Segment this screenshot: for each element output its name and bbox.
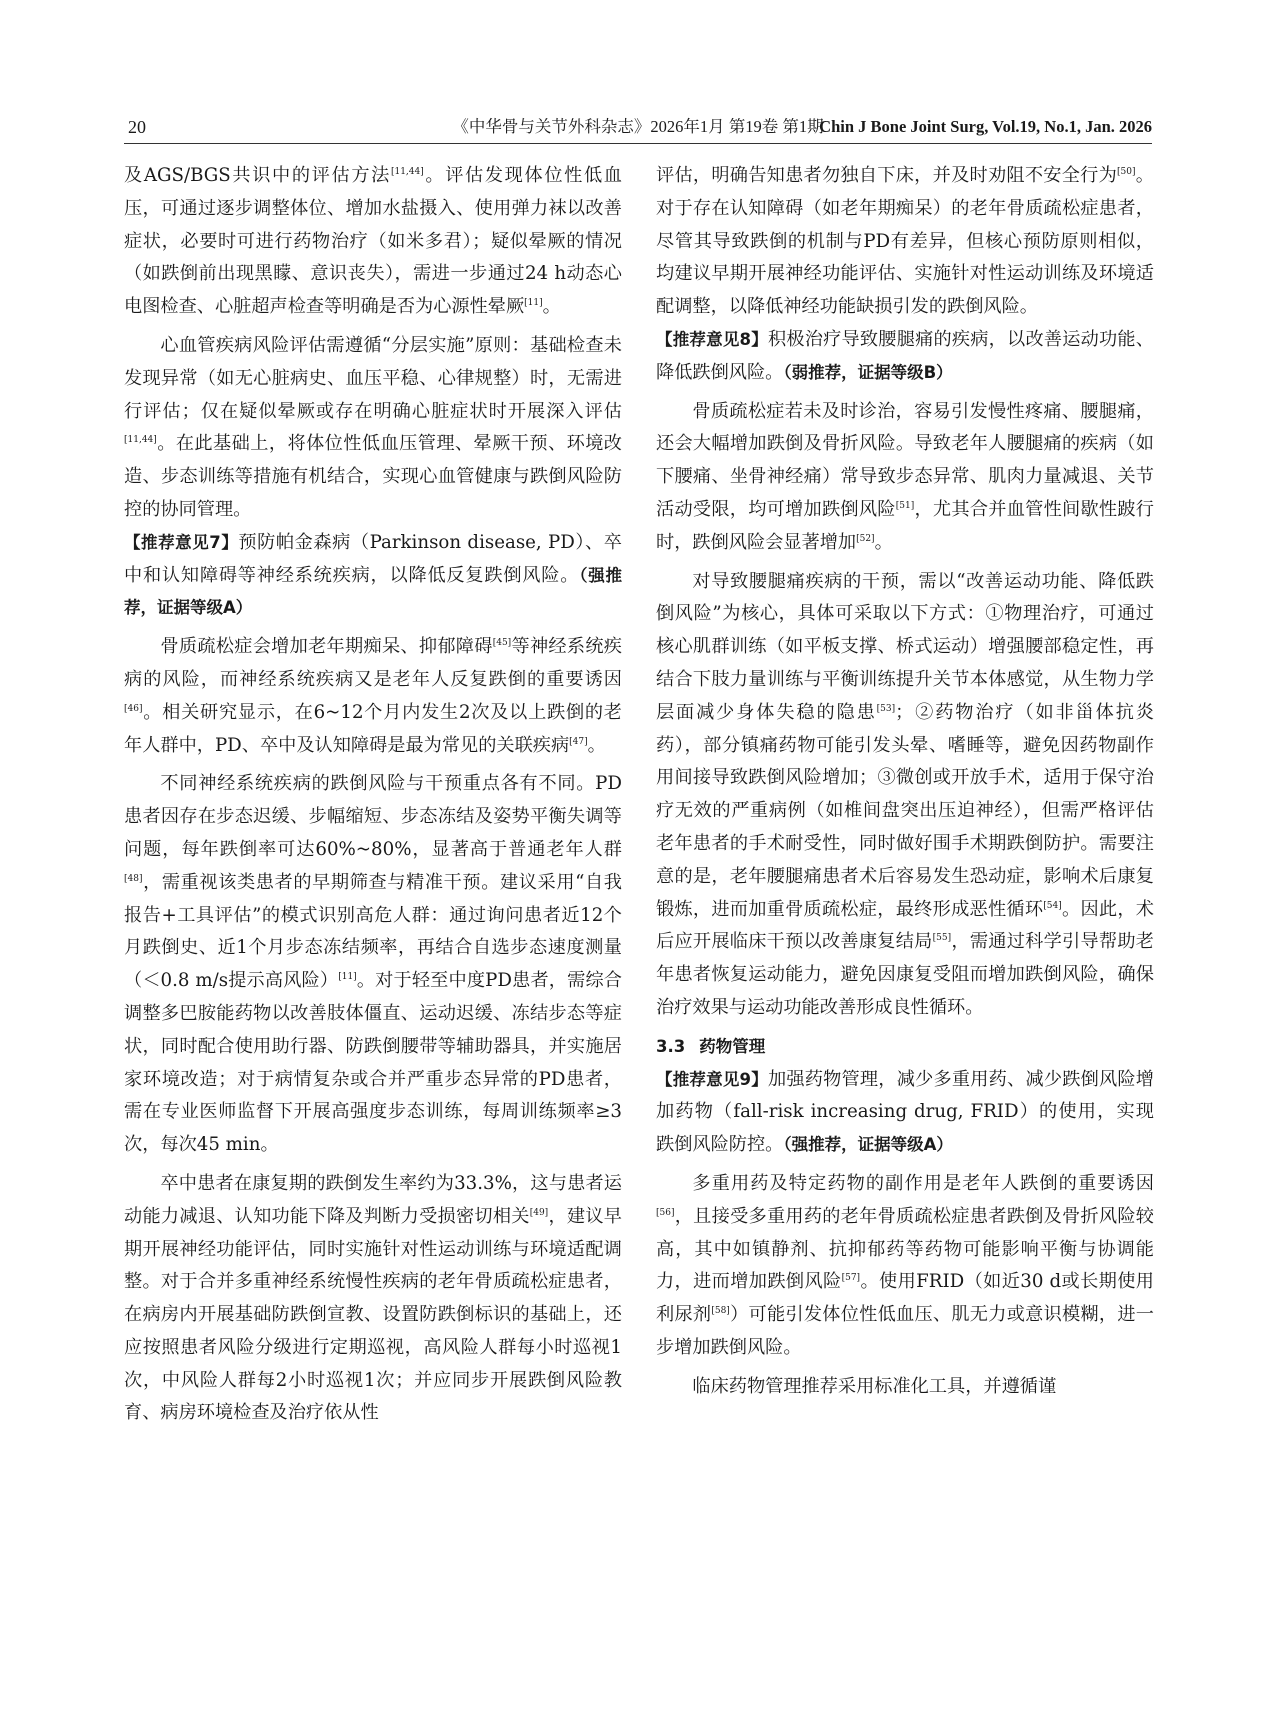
text: 。因此，术后应开展临床干预以改善康复结局 bbox=[656, 898, 1154, 953]
paragraph-polypharmacy bbox=[656, 1168, 1154, 1365]
text: 骨质疏松症会增加老年期痴呆、抑郁障碍 bbox=[160, 636, 493, 658]
text: ，需重视该类患者的早期筛查与精准干预。建议采用“自我报告+工具评估”的模式识别高危人群：通过询问患者近12个月跌倒史、近1个月步态冻结频率，再结合自选步态速度测量（＜0.8 m/s提示高风险） bbox=[124, 871, 622, 992]
right-column bbox=[656, 160, 1154, 1403]
text: 。对于存在认知障碍（如老年期痴呆）的老年骨质疏松症患者，尽管其导致跌倒的机制与PD有差异，但核心预防原则相似，均建议早期开展神经功能评估、实施针对性运动训练及环境适配调整，以降低神经功能缺损引发的跌倒风险。 bbox=[656, 165, 1154, 318]
citation: [47] bbox=[569, 736, 588, 747]
citation: [54] bbox=[1043, 900, 1062, 911]
paragraph-drug-tools bbox=[656, 1371, 1154, 1404]
journal-title-cn: 《中华骨与关节外科杂志》2026年1月 第19卷 第1期 bbox=[452, 117, 824, 136]
paragraph-back-pain bbox=[656, 396, 1154, 560]
citation: [45] bbox=[492, 638, 512, 649]
citation: [50] bbox=[1117, 167, 1136, 177]
text: ，尤其合并血管性间歇性跛行时，跌倒风险会显著增加 bbox=[656, 498, 1154, 553]
text: 卒中患者在康复期的跌倒发生率约为33.3%，这与患者运动能力减退、认知功能下降及判断力受损密切相关 bbox=[124, 1172, 622, 1227]
citation: [11,44] bbox=[124, 435, 157, 446]
text: ；②药物治疗（如非甾体抗炎药），部分镇痛药物可能引发头晕、嗜睡等，避免因药物副作用间接导致跌倒风险增加；③微创或开放手术，适用于保守治疗无效的严重病例（如椎间盘突出压迫神经），但需严格评估老年患者的手术耐受性，同时做好围手术期跌倒防护。需要注意的是，老年腰腿痛患者术后容易发生恐动症，影响术后康复锻炼，进而加重骨质疏松症，最终形成恶性循环 bbox=[656, 701, 1154, 920]
text: 等神经系统疾病的风险，而神经系统疾病又是老年人反复跌倒的重要诱因 bbox=[124, 636, 622, 690]
citation: [49] bbox=[529, 1207, 549, 1218]
text: 心血管疾病风险评估需遵循“分层实施”原则：基础检查未发现异常（如无心脏病史、血压平稳、心律规整）时，无需进行评估；仅在疑似晕厥或存在明确心脏症状时开展深入评估 bbox=[124, 334, 622, 422]
recommendation-tag: 【推荐意见9】 bbox=[656, 1069, 768, 1089]
citation: [55] bbox=[932, 933, 952, 944]
citation: [11] bbox=[338, 972, 357, 983]
recommendation-text: 积极治疗导致腰腿痛的疾病，以改善运动功能、降低跌倒风险。 bbox=[656, 328, 1154, 383]
recommendation-9 bbox=[656, 1064, 1154, 1162]
text: 。 bbox=[874, 531, 893, 553]
left-column bbox=[124, 160, 622, 1430]
section-number: 3.3 bbox=[656, 1036, 686, 1056]
recommendation-7 bbox=[124, 527, 622, 625]
journal-title-en: Chin J Bone Joint Surg, Vol.19, No.1, Jan. 2026 bbox=[819, 117, 1152, 136]
text: 多重用药及特定药物的副作用是老年人跌倒的重要诱因 bbox=[692, 1172, 1154, 1194]
text: 。使用FRID（如近30 d或长期使用利尿剂 bbox=[656, 1271, 1154, 1326]
text: 。评估发现体位性低血压，可通过逐步调整体位、增加水盐摄入、使用弹力袜以改善症状，必要时可进行药物治疗（如米多君）；疑似晕厥的情况（如跌倒前出现黑矇、意识丧失），需进一步通过24 h动态心电图检查、心脏超声检查等明确是否为心源性晕厥 bbox=[124, 165, 622, 318]
text: 。 bbox=[587, 734, 606, 756]
page-number: 20 bbox=[128, 117, 146, 137]
paragraph-back-pain-intervention bbox=[656, 566, 1154, 1025]
citation: [57] bbox=[841, 1273, 861, 1284]
paragraph-neuro-risk bbox=[124, 631, 622, 762]
recommendation-grade: （强推荐，证据等级A） bbox=[124, 565, 622, 618]
text: 临床药物管理推荐采用标准化工具，并遵循谨 bbox=[692, 1375, 1057, 1397]
section-heading-3-3 bbox=[656, 1031, 1154, 1064]
text: 骨质疏松症若未及时诊治，容易引发慢性疼痛、腰腿痛，还会大幅增加跌倒及骨折风险。导致老年人腰腿痛的疾病（如下腰痛、坐骨神经痛）常导致步态异常、肌肉力量减退、关节活动受限，均可增加跌倒风险 bbox=[656, 400, 1154, 520]
text: 对导致腰腿痛疾病的干预，需以“改善运动功能、降低跌倒风险”为核心，具体可采取以下方式：①物理治疗，可通过核心肌群训练（如平板支撑、桥式运动）增强腰部稳定性，再结合下肢力量训练与平衡训练提升关节本体感觉，从生物力学层面减少身体失稳的隐患 bbox=[656, 570, 1154, 723]
citation: [11] bbox=[524, 298, 543, 309]
text: 及AGS/BGS共识中的评估方法 bbox=[124, 165, 391, 186]
paragraph-stroke bbox=[124, 1168, 622, 1430]
text: ，需通过科学引导帮助老年患者恢复运动能力，避免因康复受阻而增加跌倒风险，确保治疗效果与运动功能改善形成良性循环。 bbox=[656, 931, 1154, 1018]
recommendation-tag: 【推荐意见7】 bbox=[124, 532, 239, 552]
recommendation-8 bbox=[656, 324, 1154, 390]
text: 。对于轻至中度PD患者，需综合调整多巴胺能药物以改善肢体僵直、运动迟缓、冻结步态等症状，同时配合使用助行器、防跌倒腰带等辅助器具，并实施居家环境改造；对于病情复杂或合并严重步态异常的PD患者，需在专业医师监督下开展高强度步态训练，每周训练频率≥3次，每次45 min。 bbox=[124, 970, 622, 1156]
running-header bbox=[124, 112, 1152, 142]
recommendation-grade: （强推荐，证据等级A） bbox=[783, 1135, 953, 1155]
section-title: 药物管理 bbox=[699, 1036, 766, 1056]
citation: [51] bbox=[895, 500, 915, 511]
recommendation-text: 加强药物管理，减少多重用药、减少跌倒风险增加药物（fall-risk increasing drug, FRID）的使用，实现跌倒风险防控。 bbox=[656, 1068, 1154, 1156]
text: 。 bbox=[542, 296, 561, 318]
citation: [53] bbox=[876, 703, 896, 714]
recommendation-grade: （弱推荐，证据等级B） bbox=[783, 362, 953, 382]
paragraph-cardio-assessment bbox=[124, 160, 622, 324]
text: ，且接受多重用药的老年骨质疏松症患者跌倒及骨折风险较高，其中如镇静剂、抗抑郁药等药物可能影响平衡与协调能力，进而增加跌倒风险 bbox=[656, 1205, 1154, 1293]
citation: [46] bbox=[124, 703, 143, 714]
citation: [56] bbox=[656, 1207, 675, 1218]
paragraph-layered-principle bbox=[124, 330, 622, 527]
text: 。在此基础上，将体位性低血压管理、晕厥干预、环境改造、步态训练等措施有机结合，实现心血管健康与跌倒风险防控的协同管理。 bbox=[124, 433, 622, 520]
header-rule bbox=[124, 143, 1152, 144]
text: ，建议早期开展神经功能评估，同时实施针对性运动训练与环境适配调整。对于合并多重神经系统慢性疾病的老年骨质疏松症患者，在病房内开展基础防跌倒宣教、设置防跌倒标识的基础上，还应按照患者风险分级进行定期巡视，高风险人群每小时巡视1次，中风险人群每2小时巡视1次；并应同步开展跌倒风险教育、病房环境检查及治疗依从性 bbox=[124, 1205, 622, 1424]
text: 评估，明确告知患者勿独自下床，并及时劝阻不安全行为 bbox=[656, 165, 1118, 186]
citation: [58] bbox=[711, 1306, 730, 1317]
paragraph-cognitive bbox=[656, 160, 1154, 324]
text: ）可能引发体位性低血压、肌无力或意识模糊，进一步增加跌倒风险。 bbox=[656, 1304, 1154, 1358]
paragraph-pd-intervention bbox=[124, 768, 622, 1162]
citation: [11,44] bbox=[390, 167, 424, 177]
recommendation-text: 预防帕金森病（Parkinson disease, PD）、卒中和认知障碍等神经系统疾病，以降低反复跌倒风险。 bbox=[124, 531, 622, 586]
text: 不同神经系统疾病的跌倒风险与干预重点各有不同。PD患者因存在步态迟缓、步幅缩短、步态冻结及姿势平衡失调等问题，每年跌倒率可达60%~80%，显著高于普通老年人群 bbox=[124, 773, 622, 860]
citation: [48] bbox=[124, 873, 143, 884]
recommendation-tag: 【推荐意见8】 bbox=[656, 329, 768, 349]
citation: [52] bbox=[856, 533, 875, 544]
text: 。相关研究显示，在6~12个月内发生2次及以上跌倒的老年人群中，PD、卒中及认知障碍是最为常见的关联疾病 bbox=[124, 701, 622, 756]
